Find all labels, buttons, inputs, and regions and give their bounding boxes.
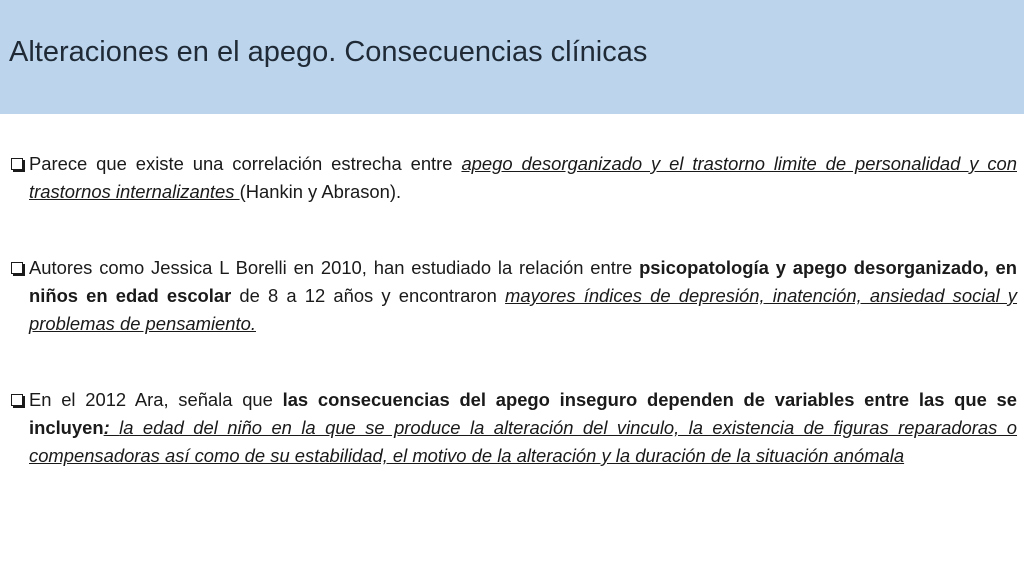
bullet-text: Parece que existe una correlación estrecha entre <box>29 153 462 174</box>
slide-title: Alteraciones en el apego. Consecuencias clínicas <box>9 36 648 68</box>
bullet-bold-text: las consecuencias del apego inseguro dependen de variables entre las que se incluyen <box>29 389 1018 438</box>
bullet-emphasis: la edad del niño en la que se produce la alteración del vinculo, la existencia de figuras reparadoras o compensadoras así como de su estabilidad, el motivo de la alteración y la duración de la situación anómala <box>29 417 1018 466</box>
bullet-item-borelli <box>11 254 1017 338</box>
bullet-emphasis: mayores índices de depresión, inatención, ansiedad social y problemas de pensamiento. <box>29 285 1018 334</box>
bullet-text: Autores como Jessica L Borelli en 2010, han estudiado la relación entre <box>29 257 640 278</box>
bullet-text: En el 2012 Ara, señala que <box>29 389 283 410</box>
checkbox-bullet-icon <box>11 158 23 170</box>
bullet-bold-text: psicopatología y apego desorganizado, en niños en edad escolar <box>29 257 1017 306</box>
title-band <box>0 0 1024 114</box>
checkbox-bullet-icon <box>11 394 23 406</box>
slide-content <box>11 150 1017 518</box>
checkbox-bullet-icon <box>11 262 23 274</box>
bullet-emphasis: apego desorganizado y el trastorno limite de personalidad y con trastornos internalizantes <box>29 153 1017 202</box>
bullet-item-ara <box>11 386 1017 470</box>
bullet-text: de 8 a 12 años y encontraron <box>231 285 506 306</box>
bullet-colon: : <box>103 417 120 438</box>
bullet-text: (Hankin y Abrason). <box>239 181 402 202</box>
bullet-item-correlation <box>11 150 1017 206</box>
